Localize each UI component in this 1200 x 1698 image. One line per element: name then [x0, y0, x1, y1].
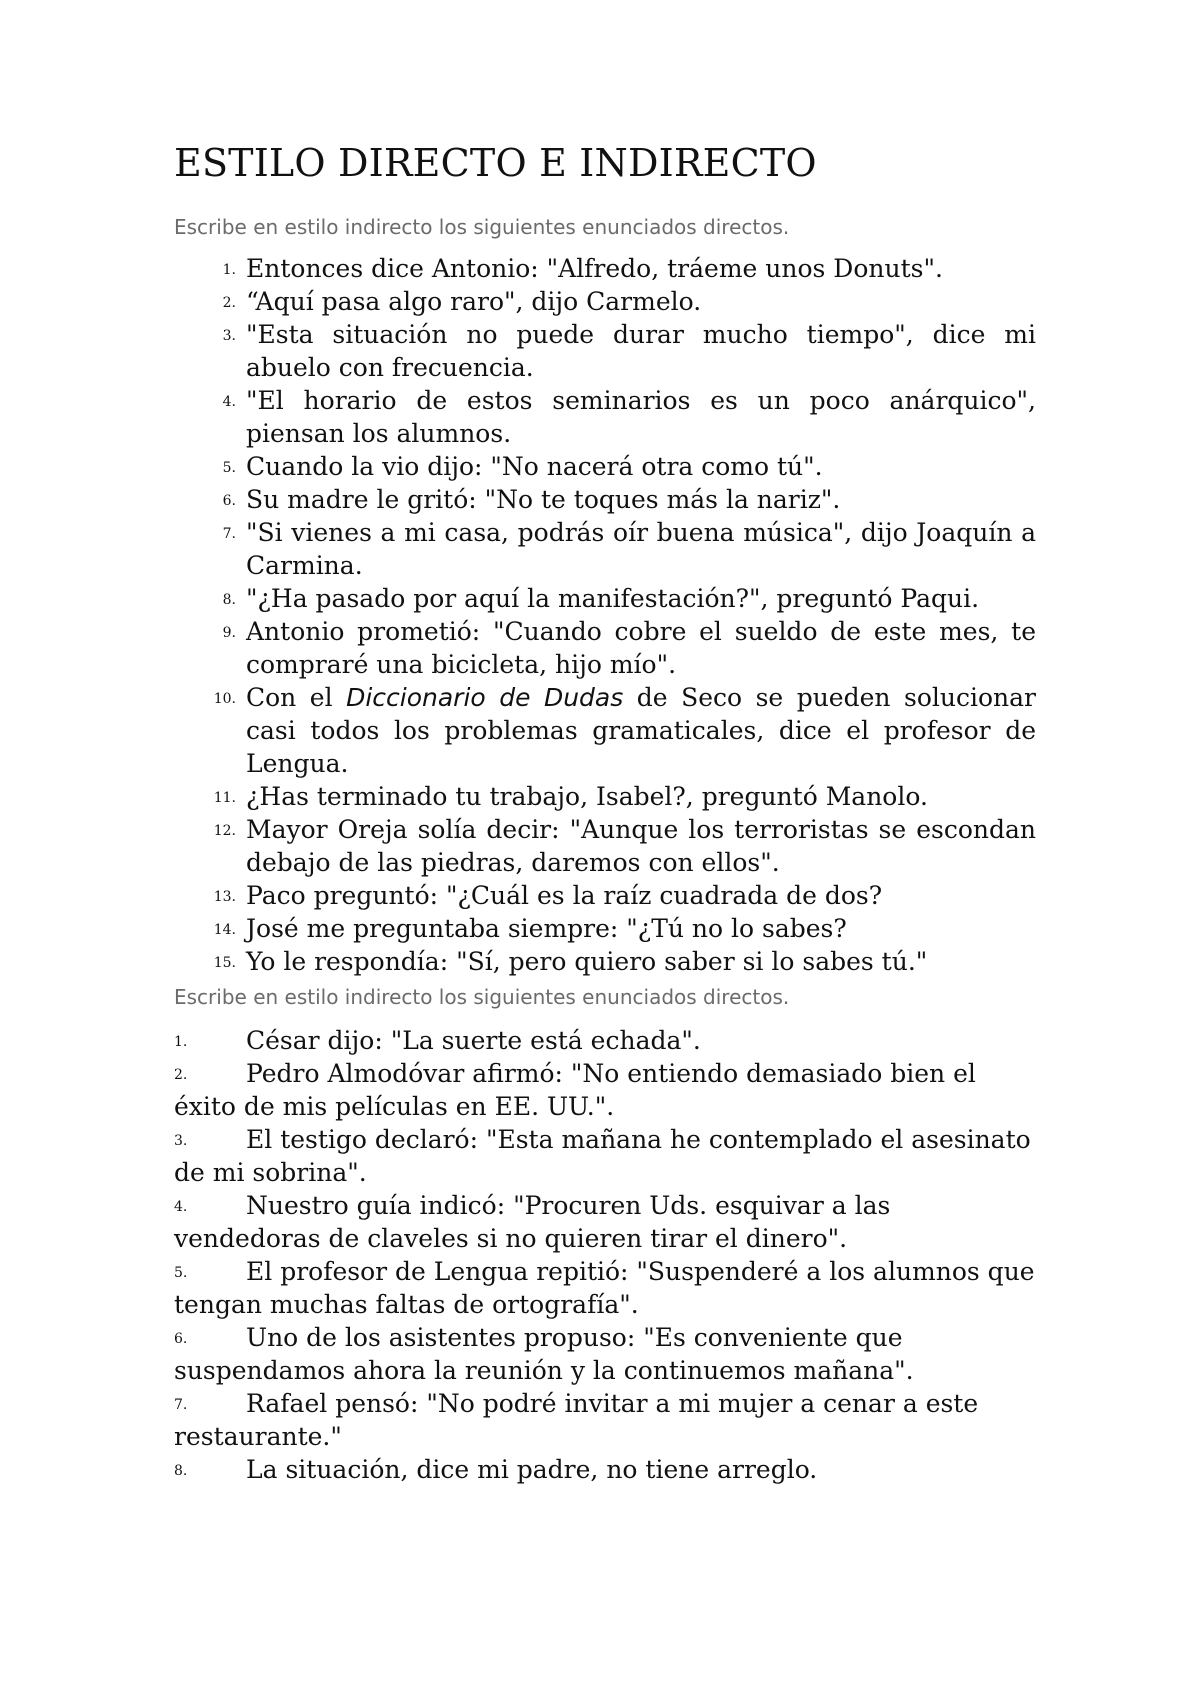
item-number: 7.	[174, 1397, 188, 1413]
item-text: Pedro Almodóvar afirmó: "No entiendo demasiado bien el éxito de mis películas en EE. UU.".	[174, 1059, 976, 1121]
list-item	[174, 1255, 1036, 1321]
item-text: Rafael pensó: "No podré invitar a mi mujer a cenar a este restaurante."	[174, 1389, 979, 1451]
list-item	[174, 318, 1036, 384]
item-text: Uno de los asistentes propuso: "Es conveniente que suspendamos ahora la reunión y la continuemos mañana".	[174, 1323, 914, 1385]
item-number: 2.	[222, 295, 236, 311]
item-number: 7.	[222, 526, 236, 542]
item-text: César dijo: "La suerte está echada".	[246, 1026, 701, 1055]
list-item	[174, 450, 1036, 483]
item-number: 10.	[213, 691, 236, 707]
item-number: 5.	[222, 460, 236, 476]
item-number: 3.	[222, 328, 236, 344]
item-number: 1.	[222, 262, 236, 278]
item-text-after: de Seco se pueden solucionar casi todos los problemas gramaticales, dice el profesor de Lengua.	[246, 683, 1036, 778]
exercise-list-2	[174, 1024, 1036, 1486]
item-number: 6.	[174, 1331, 188, 1347]
section2-instruction: Escribe en estilo indirecto los siguientes enunciados directos.	[174, 985, 790, 1009]
item-text: "¿Ha pasado por aquí la manifestación?", preguntó Paqui.	[246, 584, 980, 613]
list-item	[174, 483, 1036, 516]
item-text: José me preguntaba siempre: "¿Tú no lo sabes?	[246, 914, 847, 943]
list-item	[174, 813, 1036, 879]
item-text: Su madre le gritó: "No te toques más la nariz".	[246, 485, 841, 514]
list-item	[174, 1123, 1036, 1189]
exercise-list-1	[174, 252, 1036, 978]
item-number: 14.	[213, 922, 236, 938]
item-text: Yo le respondía: "Sí, pero quiero saber si lo sabes tú."	[246, 947, 928, 976]
page-title: ESTILO DIRECTO E INDIRECTO	[174, 141, 817, 185]
item-text: Cuando la vio dijo: "No nacerá otra como tú".	[246, 452, 823, 481]
list-item	[174, 285, 1036, 318]
list-item	[174, 384, 1036, 450]
list-item	[174, 516, 1036, 582]
list-item	[174, 582, 1036, 615]
item-number: 11.	[213, 790, 236, 806]
item-text: La situación, dice mi padre, no tiene arreglo.	[246, 1455, 818, 1484]
item-text: Nuestro guía indicó: "Procuren Uds. esquivar a las vendedoras de claveles si no quieren tirar el dinero".	[174, 1191, 891, 1253]
item-text: "El horario de estos seminarios es un poco anárquico", piensan los alumnos.	[246, 386, 1036, 448]
item-text: "Si vienes a mi casa, podrás oír buena música", dijo Joaquín a Carmina.	[246, 518, 1036, 580]
list-item	[174, 945, 1036, 978]
list-item	[174, 912, 1036, 945]
item-text: Antonio prometió: "Cuando cobre el sueldo de este mes, te compraré una bicicleta, hijo mío".	[246, 617, 1036, 679]
item-number: 8.	[174, 1463, 188, 1479]
item-text: El testigo declaró: "Esta mañana he contemplado el asesinato de mi sobrina".	[174, 1125, 1031, 1187]
item-text-before: Con el	[246, 683, 347, 712]
item-text	[246, 683, 1036, 778]
item-text: ¿Has terminado tu trabajo, Isabel?, preguntó Manolo.	[246, 782, 928, 811]
list-item	[174, 681, 1036, 780]
list-item	[174, 1453, 1036, 1486]
item-number: 2.	[174, 1067, 188, 1083]
list-item	[174, 615, 1036, 681]
book-title: Diccionario de Dudas	[346, 683, 624, 712]
item-text: Paco preguntó: "¿Cuál es la raíz cuadrada de dos?	[246, 881, 883, 910]
section1-instruction: Escribe en estilo indirecto los siguientes enunciados directos.	[174, 215, 790, 239]
item-number: 8.	[222, 592, 236, 608]
list-item	[174, 1024, 1036, 1057]
item-number: 1.	[174, 1034, 188, 1050]
item-number: 13.	[213, 889, 236, 905]
list-item	[174, 1189, 1036, 1255]
list-item	[174, 252, 1036, 285]
item-text: “Aquí pasa algo raro", dijo Carmelo.	[246, 287, 702, 316]
list-item	[174, 879, 1036, 912]
item-number: 4.	[222, 394, 236, 410]
item-number: 15.	[213, 955, 236, 971]
item-number: 4.	[174, 1199, 188, 1215]
item-number: 9.	[222, 625, 236, 641]
document-page	[174, 140, 1036, 1486]
list-item	[174, 1387, 1036, 1453]
item-text: Entonces dice Antonio: "Alfredo, tráeme unos Donuts".	[246, 254, 943, 283]
item-number: 6.	[222, 493, 236, 509]
list-item	[174, 780, 1036, 813]
item-number: 12.	[213, 823, 236, 839]
list-item	[174, 1057, 1036, 1123]
item-number: 5.	[174, 1265, 188, 1281]
item-text: "Esta situación no puede durar mucho tiempo", dice mi abuelo con frecuencia.	[246, 320, 1036, 382]
list-item	[174, 1321, 1036, 1387]
item-number: 3.	[174, 1133, 188, 1149]
item-text: Mayor Oreja solía decir: "Aunque los terroristas se escondan debajo de las piedras, daremos con ellos".	[246, 815, 1036, 877]
item-text: El profesor de Lengua repitió: "Suspenderé a los alumnos que tengan muchas faltas de ortografía".	[174, 1257, 1035, 1319]
